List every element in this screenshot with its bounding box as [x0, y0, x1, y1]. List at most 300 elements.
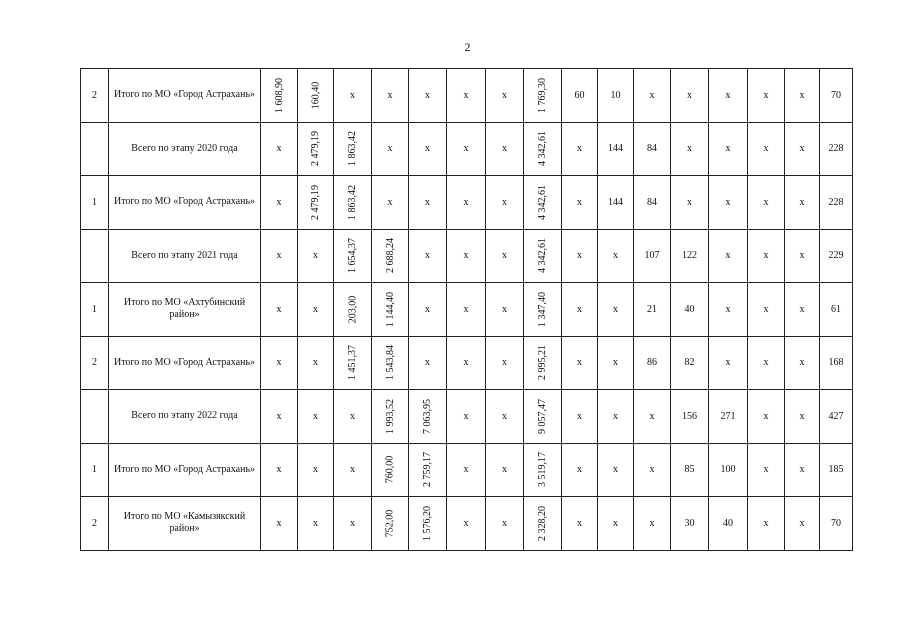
value-text: x: [799, 196, 805, 208]
value-cell: [409, 443, 447, 497]
value-text: x: [725, 196, 731, 208]
vertical-value-text: 1 451,37: [347, 345, 358, 381]
row-name-cell: [109, 176, 261, 230]
row-number-cell: [81, 229, 109, 283]
value-cell: [748, 69, 785, 123]
value-text: x: [502, 196, 507, 208]
value-text: 156: [682, 410, 697, 422]
row-name-cell: [109, 497, 261, 551]
value-text: x: [276, 464, 282, 476]
value-text: 168: [828, 357, 844, 369]
vertical-value-text: 160,40: [310, 81, 321, 109]
value-cell: [524, 390, 562, 444]
value-cell: [709, 69, 748, 123]
value-text: x: [725, 303, 731, 315]
value-cell: [447, 443, 486, 497]
value-text: x: [763, 464, 769, 476]
row-name-text: Всего по этапу 2020 года: [131, 142, 238, 154]
vertical-value-text: 4 342,61: [537, 238, 548, 274]
value-text: 21: [647, 303, 657, 315]
row-number-cell: 2: [81, 69, 109, 123]
value-text: x: [577, 250, 582, 262]
value-cell: [261, 497, 298, 551]
value-text: x: [577, 303, 582, 315]
value-cell: [634, 390, 671, 444]
value-cell: [709, 229, 748, 283]
value-text: x: [613, 464, 618, 476]
value-cell: [261, 283, 298, 337]
value-cell: [447, 176, 486, 230]
value-text: x: [276, 250, 282, 262]
value-cell: [334, 390, 372, 444]
value-cell: [298, 336, 334, 390]
value-cell: [562, 497, 598, 551]
table-row: [81, 336, 853, 390]
vertical-value-text: 3 519,17: [537, 452, 548, 488]
value-text: x: [577, 357, 582, 369]
value-text: x: [613, 410, 618, 422]
value-text: x: [687, 143, 692, 155]
value-cell: [447, 336, 486, 390]
row-name-cell: [109, 390, 261, 444]
value-cell: [372, 443, 409, 497]
row-name-cell: [109, 283, 261, 337]
value-cell: [709, 122, 748, 176]
value-text: x: [763, 196, 769, 208]
value-text: x: [502, 357, 507, 369]
value-cell: [562, 69, 598, 123]
value-text: x: [313, 410, 318, 422]
vertical-value-text: 1 608,90: [273, 77, 285, 113]
value-text: 84: [647, 196, 657, 208]
value-cell: [524, 229, 562, 283]
value-text: x: [799, 464, 805, 476]
value-text: x: [387, 89, 393, 101]
row-name-cell: [109, 443, 261, 497]
value-cell: [372, 176, 409, 230]
value-text: x: [799, 410, 805, 422]
value-cell: [598, 283, 634, 337]
row-name-text: Итого по МО «Город Астрахань»: [113, 463, 256, 475]
value-cell: [785, 176, 820, 230]
value-cell: [634, 283, 671, 337]
value-cell: [748, 443, 785, 497]
value-cell: [748, 229, 785, 283]
value-text: x: [276, 303, 282, 315]
row-number-cell: [81, 390, 109, 444]
value-cell: [785, 336, 820, 390]
table-body: [81, 69, 853, 551]
value-cell: [748, 283, 785, 337]
value-text: x: [799, 517, 805, 529]
table-row: [81, 122, 853, 176]
value-cell: [447, 497, 486, 551]
value-text: x: [649, 410, 655, 422]
value-cell: [709, 176, 748, 230]
value-text: x: [463, 250, 469, 262]
value-text: x: [463, 464, 469, 476]
vertical-value-text: 2 759,17: [422, 452, 433, 488]
row-name-text: Итого по МО «Город Астрахань»: [113, 89, 256, 101]
value-text: x: [577, 196, 582, 208]
value-cell: [524, 443, 562, 497]
value-text: x: [763, 410, 769, 422]
row-name-text: Итого по МО «Ахтубинский район»: [123, 297, 246, 321]
value-text: x: [687, 196, 692, 208]
value-text: 228: [828, 196, 844, 208]
value-text: 427: [828, 410, 844, 422]
value-text: x: [350, 410, 355, 422]
value-cell: [671, 336, 709, 390]
value-text: x: [687, 89, 692, 101]
vertical-value-text: 4 342,61: [537, 131, 548, 167]
value-cell: [334, 229, 372, 283]
value-text: x: [463, 357, 469, 369]
value-cell: [524, 336, 562, 390]
value-text: x: [425, 196, 430, 208]
value-text: x: [613, 303, 618, 315]
row-name-text: Всего по этапу 2022 года: [131, 410, 238, 422]
value-cell: [486, 390, 524, 444]
value-cell: [486, 283, 524, 337]
value-cell: [447, 390, 486, 444]
value-text: x: [799, 250, 805, 262]
value-cell: [748, 497, 785, 551]
value-cell: [820, 122, 853, 176]
value-cell: [447, 229, 486, 283]
row-number-cell: 1: [81, 283, 109, 337]
row-name-text: Итого по МО «Город Астрахань»: [113, 196, 256, 208]
value-cell: [486, 176, 524, 230]
value-cell: [334, 336, 372, 390]
value-cell: [820, 390, 853, 444]
value-cell: [562, 176, 598, 230]
value-cell: [409, 336, 447, 390]
vertical-value-text: 4 342,61: [537, 184, 548, 220]
value-text: 85: [684, 464, 695, 476]
row-name-cell: [109, 69, 261, 123]
table-row: [81, 229, 853, 283]
vertical-value-text: 1 769,30: [537, 77, 548, 113]
value-text: x: [725, 250, 731, 262]
value-text: x: [763, 303, 769, 315]
value-text: x: [463, 410, 469, 422]
vertical-value-text: 203,00: [347, 295, 358, 323]
value-text: x: [763, 517, 769, 529]
value-text: 86: [647, 357, 657, 369]
value-cell: [334, 443, 372, 497]
value-text: x: [502, 303, 507, 315]
value-cell: [785, 69, 820, 123]
value-text: x: [387, 143, 393, 155]
value-cell: [261, 390, 298, 444]
value-text: x: [502, 250, 507, 262]
row-name-text: Итого по МО «Город Астрахань»: [113, 356, 256, 368]
value-text: x: [763, 250, 769, 262]
vertical-value-text: 1 993,52: [384, 398, 396, 434]
value-cell: [748, 336, 785, 390]
value-cell: [524, 283, 562, 337]
value-text: 70: [831, 89, 841, 101]
row-name-cell: [109, 229, 261, 283]
value-cell: [447, 122, 486, 176]
value-text: x: [463, 196, 469, 208]
value-cell: [671, 497, 709, 551]
value-cell: [562, 283, 598, 337]
value-cell: [298, 229, 334, 283]
value-cell: [409, 122, 447, 176]
value-text: 40: [684, 303, 695, 315]
value-text: x: [350, 517, 355, 529]
value-text: x: [313, 303, 318, 315]
vertical-value-text: 2 688,24: [384, 238, 396, 274]
value-cell: [298, 497, 334, 551]
value-text: x: [502, 464, 507, 476]
value-cell: [372, 336, 409, 390]
value-text: x: [763, 143, 769, 155]
value-cell: [486, 69, 524, 123]
value-text: x: [799, 89, 805, 101]
value-text: 100: [720, 464, 736, 476]
value-text: x: [313, 517, 318, 529]
value-cell: [709, 336, 748, 390]
value-text: x: [799, 143, 805, 155]
value-cell: [562, 443, 598, 497]
value-text: x: [276, 517, 282, 529]
value-text: 82: [684, 357, 695, 369]
value-text: 185: [828, 464, 844, 476]
value-cell: [671, 69, 709, 123]
value-text: x: [313, 464, 318, 476]
vertical-value-text: 1 576,20: [422, 505, 433, 541]
value-cell: [298, 176, 334, 230]
vertical-value-text: 2 479,19: [310, 131, 321, 167]
value-text: 40: [723, 517, 733, 529]
vertical-value-text: 1 863,42: [347, 184, 358, 220]
row-name-text: Всего по этапу 2021 года: [131, 249, 238, 261]
value-cell: [709, 283, 748, 337]
value-text: 107: [644, 250, 660, 262]
value-cell: [820, 229, 853, 283]
value-cell: [409, 229, 447, 283]
value-cell: [634, 69, 671, 123]
value-text: x: [725, 357, 731, 369]
value-cell: [524, 122, 562, 176]
value-cell: [261, 336, 298, 390]
value-cell: [298, 283, 334, 337]
value-cell: [709, 443, 748, 497]
value-text: x: [613, 517, 618, 529]
value-text: x: [463, 303, 469, 315]
value-cell: [671, 390, 709, 444]
value-text: x: [763, 89, 769, 101]
value-text: x: [350, 464, 355, 476]
value-cell: [598, 443, 634, 497]
value-text: x: [577, 464, 582, 476]
value-text: x: [463, 517, 469, 529]
value-text: 144: [608, 196, 623, 208]
value-cell: [671, 283, 709, 337]
value-cell: [785, 390, 820, 444]
value-cell: [334, 176, 372, 230]
value-text: 10: [610, 89, 621, 101]
page-number: 2: [464, 40, 471, 54]
value-text: x: [725, 143, 731, 155]
value-cell: [298, 69, 334, 123]
value-cell: [598, 69, 634, 123]
value-cell: [261, 122, 298, 176]
value-cell: [372, 122, 409, 176]
value-cell: [748, 176, 785, 230]
value-cell: [598, 176, 634, 230]
value-cell: [409, 497, 447, 551]
value-cell: [820, 336, 853, 390]
vertical-value-text: 2 328,20: [537, 505, 548, 541]
table-row: [81, 69, 853, 123]
row-number-cell: 1: [81, 176, 109, 230]
value-text: x: [387, 196, 393, 208]
value-cell: [634, 497, 671, 551]
value-cell: [524, 176, 562, 230]
row-number-cell: [81, 122, 109, 176]
value-text: 122: [682, 250, 697, 262]
value-text: x: [276, 410, 282, 422]
vertical-value-text: 1 144,40: [384, 291, 396, 327]
vertical-value-text: 9 057,47: [537, 398, 548, 434]
value-text: 144: [608, 143, 623, 155]
value-text: x: [502, 143, 507, 155]
value-cell: [748, 390, 785, 444]
value-text: x: [763, 357, 769, 369]
value-cell: [298, 122, 334, 176]
value-cell: [524, 497, 562, 551]
value-cell: [298, 390, 334, 444]
value-text: x: [725, 89, 731, 101]
vertical-value-text: 2 995,21: [537, 345, 548, 381]
value-cell: [486, 229, 524, 283]
vertical-value-text: 1 654,37: [347, 238, 358, 274]
value-text: 60: [574, 89, 585, 101]
value-cell: [334, 283, 372, 337]
value-cell: [820, 497, 853, 551]
value-text: x: [350, 89, 355, 101]
value-cell: [447, 69, 486, 123]
value-cell: [562, 229, 598, 283]
value-cell: [634, 122, 671, 176]
value-cell: [486, 122, 524, 176]
value-cell: [486, 336, 524, 390]
value-cell: [562, 336, 598, 390]
value-text: x: [502, 89, 507, 101]
value-cell: [671, 122, 709, 176]
value-text: x: [425, 303, 430, 315]
row-number-cell: 2: [81, 497, 109, 551]
value-cell: [261, 176, 298, 230]
value-cell: [261, 69, 298, 123]
row-number-cell: 1: [81, 443, 109, 497]
value-cell: [298, 443, 334, 497]
value-cell: [598, 122, 634, 176]
value-cell: [409, 176, 447, 230]
table-row: [81, 443, 853, 497]
value-cell: [820, 443, 853, 497]
vertical-value-text: 2 479,19: [310, 184, 321, 220]
value-cell: [598, 497, 634, 551]
value-text: x: [502, 517, 507, 529]
value-cell: [334, 122, 372, 176]
value-cell: [820, 283, 853, 337]
value-text: x: [613, 357, 618, 369]
value-cell: [709, 497, 748, 551]
value-text: 229: [828, 250, 844, 262]
table-row: [81, 390, 853, 444]
value-text: 84: [647, 143, 657, 155]
value-text: 61: [831, 303, 841, 315]
vertical-value-text: 1 863,42: [347, 131, 358, 167]
vertical-value-text: 7 063,95: [422, 398, 433, 434]
value-cell: [598, 390, 634, 444]
value-cell: [785, 443, 820, 497]
vertical-value-text: 760,00: [384, 456, 396, 484]
value-text: x: [313, 357, 318, 369]
value-cell: [820, 176, 853, 230]
value-cell: [634, 229, 671, 283]
value-cell: [709, 390, 748, 444]
value-cell: [634, 443, 671, 497]
value-text: x: [799, 357, 805, 369]
row-number-cell: 2: [81, 336, 109, 390]
value-text: x: [276, 196, 282, 208]
value-cell: [486, 443, 524, 497]
program-stage-table: [80, 68, 853, 551]
table-row: [81, 176, 853, 230]
value-cell: [334, 497, 372, 551]
value-cell: [372, 69, 409, 123]
value-cell: [634, 336, 671, 390]
value-cell: [524, 69, 562, 123]
value-text: x: [577, 410, 582, 422]
row-name-cell: [109, 122, 261, 176]
value-text: x: [463, 89, 469, 101]
value-cell: [409, 390, 447, 444]
value-cell: [562, 122, 598, 176]
value-text: x: [577, 517, 582, 529]
value-text: x: [799, 303, 805, 315]
value-text: x: [502, 410, 507, 422]
value-text: x: [425, 357, 430, 369]
value-cell: [261, 229, 298, 283]
table-row: [81, 497, 853, 551]
value-cell: [748, 122, 785, 176]
value-text: x: [577, 143, 582, 155]
value-cell: [634, 176, 671, 230]
value-text: x: [313, 250, 318, 262]
value-cell: [372, 229, 409, 283]
value-text: x: [276, 143, 282, 155]
table-row: [81, 283, 853, 337]
value-cell: [820, 69, 853, 123]
value-text: 70: [831, 517, 841, 529]
value-text: x: [463, 143, 469, 155]
value-text: x: [649, 89, 655, 101]
value-text: x: [276, 357, 282, 369]
vertical-value-text: 1 347,40: [537, 291, 548, 327]
value-cell: [785, 497, 820, 551]
value-text: x: [649, 517, 655, 529]
value-cell: [261, 443, 298, 497]
vertical-value-text: 752,00: [384, 509, 396, 537]
value-cell: [671, 229, 709, 283]
